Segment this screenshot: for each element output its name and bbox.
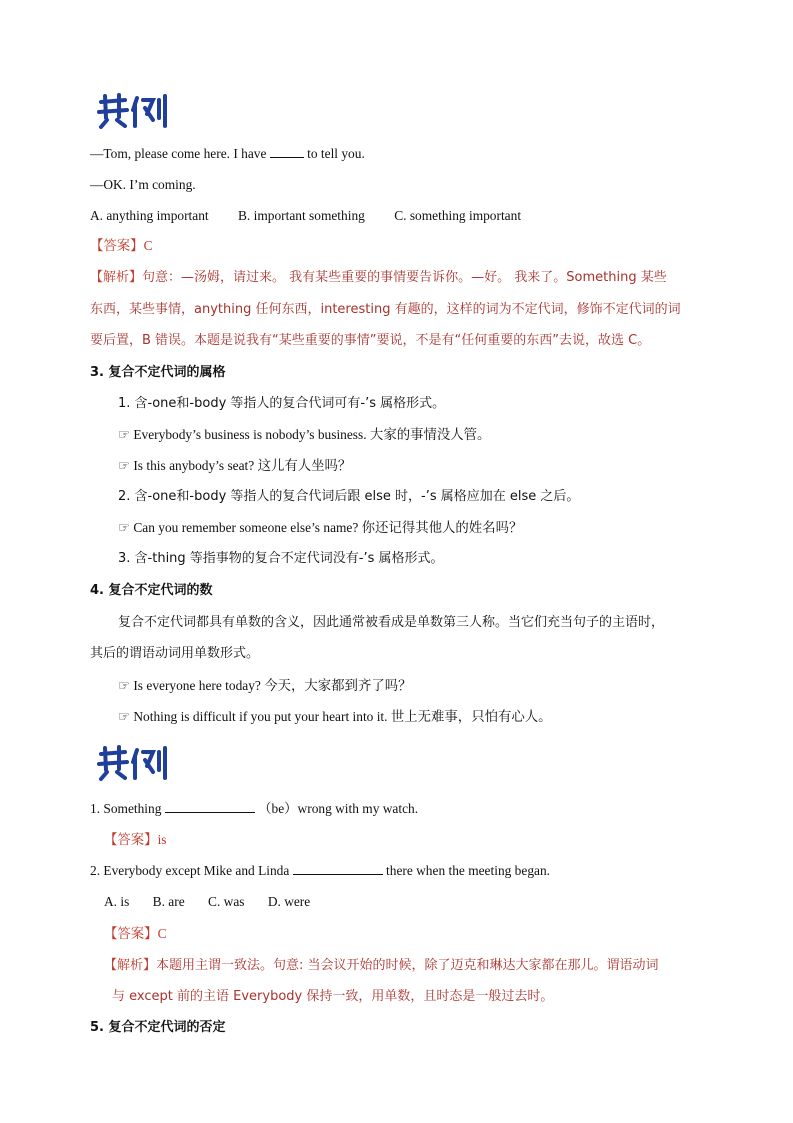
section-3-item: 1. 含-one和-body 等指人的复合代词可有-’s 属格形式。 (118, 396, 446, 411)
answer-blank (293, 862, 383, 875)
option-a: A. is (104, 894, 130, 909)
option-b: B. important something (238, 208, 365, 223)
exercise-2: 2. Everybody except Mike and Linda there when the meeting began. (90, 863, 551, 878)
question-line-2: —OK. I’m coming. (90, 177, 196, 192)
option-c: C. was (208, 894, 245, 909)
option-b: B. are (152, 894, 185, 909)
option-d: D. were (267, 894, 311, 909)
exercise-1: 1. Something （be）wrong with my watch. (90, 801, 419, 816)
section-4-example: ☞ Nothing is difficult if you put your heart into it. 世上无难事，只怕有心人。 (118, 709, 552, 724)
options-row (90, 207, 547, 225)
section-4-para-line-2: 其后的谓语动词用单数形式。 (90, 646, 260, 661)
answer-blank (270, 145, 304, 158)
section-3-title: 3. 复合不定代词的属格 (90, 365, 226, 380)
analysis-line-3: 要后置，B 错误。本题是说我有“某些重要的事情”要说，不是有“任何重要的东西”去说，故选 C。 (90, 333, 651, 348)
answer-blank (165, 800, 255, 813)
example-logo-icon (95, 90, 171, 130)
section-4-para-line-1: 复合不定代词都具有单数的含义，因此通常被看成是单数第三人称。当它们充当句子的主语时， (118, 615, 665, 630)
analysis-line-2: 东西，某些事情，anything 任何东西，interesting 有趣的，这样的词为不定代词，修饰不定代词的词 (90, 302, 681, 317)
exercise-2-answer: 【答案】C (104, 926, 167, 942)
section-5-title: 5. 复合不定代词的否定 (90, 1020, 226, 1035)
section-3-item: ☞ Can you remember someone else’s name? 你还记得其他人的姓名吗？ (118, 520, 523, 535)
section-3-item: 2. 含-one和-body 等指人的复合代词后跟 else 时，-’s 属格应加在 else 之后。 (118, 489, 580, 504)
exercise-2-analysis-line-1: 【解析】本题用主谓一致法。句意: 当会议开始的时候，除了迈克和琳达大家都在那儿。谓语动词 (104, 958, 659, 973)
section-4-example: ☞ Is everyone here today? 今天，大家都到齐了吗？ (118, 678, 412, 693)
answer-row: 【答案】C (90, 238, 153, 254)
exercise-2-options (104, 893, 330, 911)
exercise-1-answer: 【答案】is (104, 832, 167, 848)
section-3-item: ☞ Is this anybody’s seat? 这儿有人坐吗？ (118, 458, 352, 473)
section-4-title: 4. 复合不定代词的数 (90, 583, 213, 598)
option-a: A. anything important (90, 208, 209, 223)
exercise-2-analysis-line-2: 与 except 前的主语 Everybody 保持一致，用单数，且时态是一般过去时。 (112, 989, 554, 1004)
section-3-item: ☞ Everybody’s business is nobody’s business. 大家的事情没人管。 (118, 427, 491, 442)
analysis-line-1: 【解析】句意：—汤姆，请过来。 我有某些重要的事情要告诉你。—好。 我来了。Something 某些 (90, 270, 667, 285)
question-line-1: —Tom, please come here. I have to tell you. (90, 146, 365, 161)
section-3-item: 3. 含-thing 等指事物的复合不定代词没有-’s 属格形式。 (118, 551, 444, 566)
example-logo-icon (95, 742, 171, 782)
option-c: C. something important (394, 208, 522, 223)
